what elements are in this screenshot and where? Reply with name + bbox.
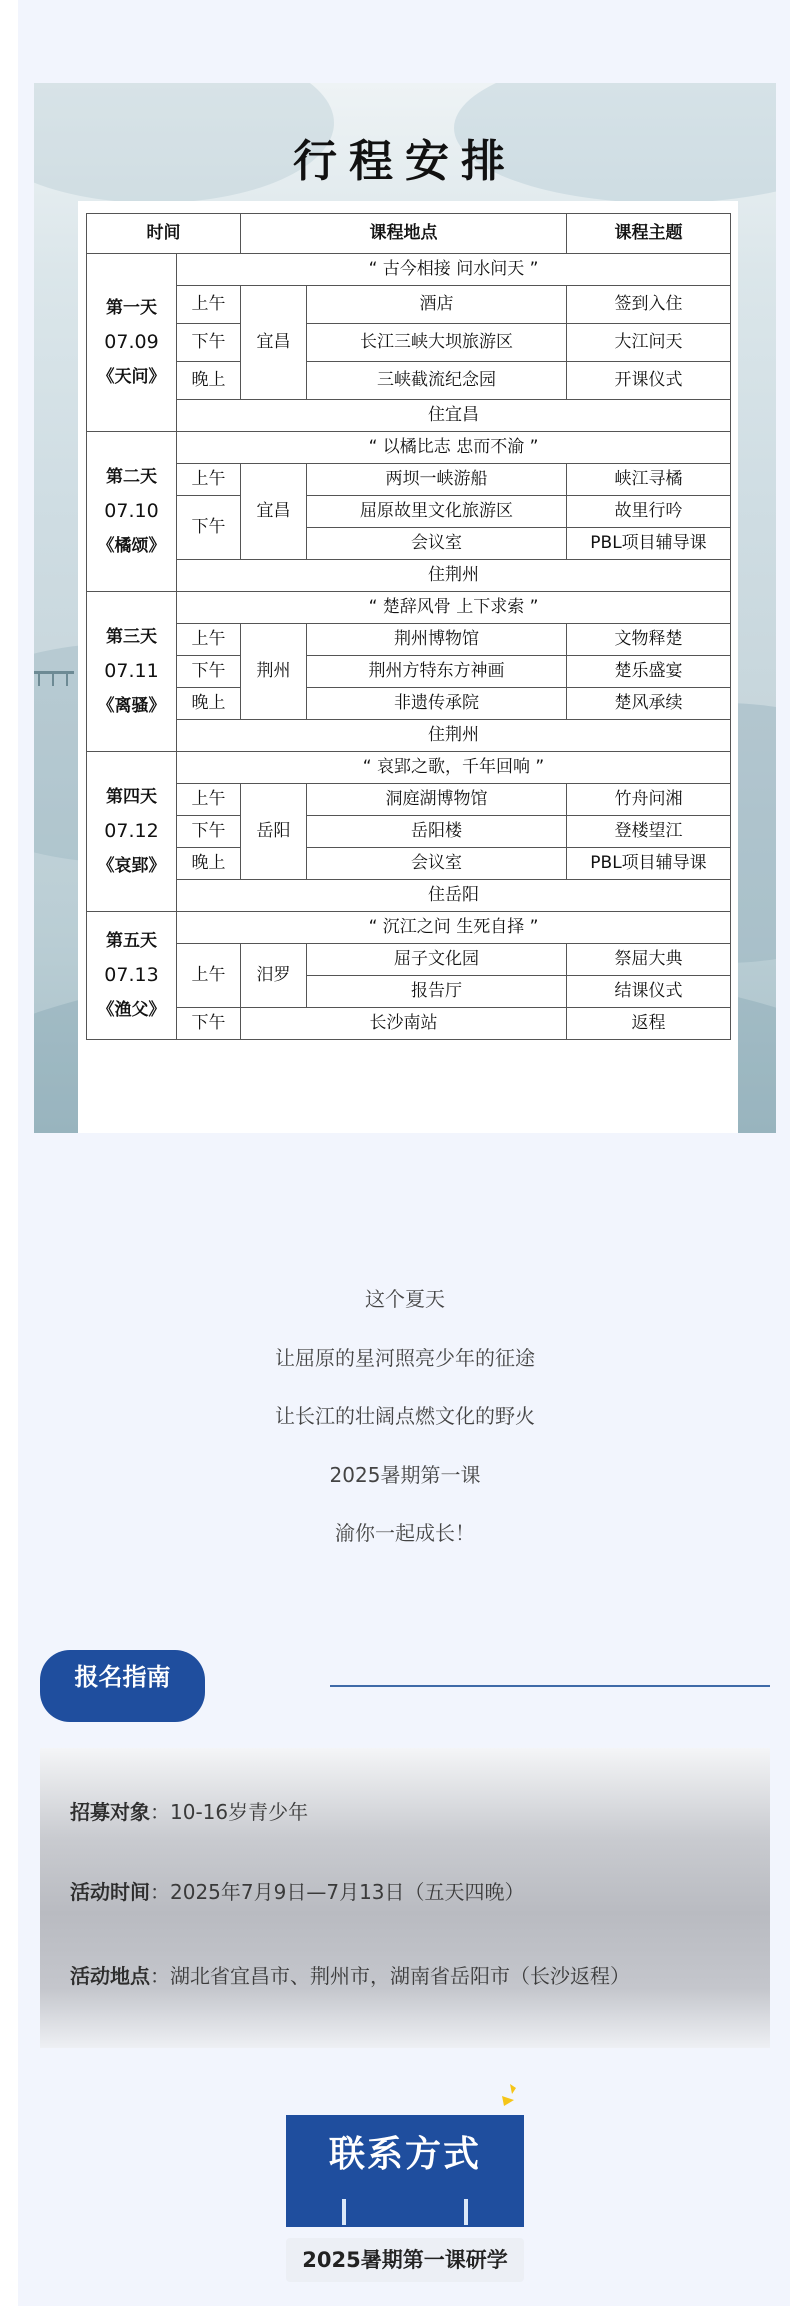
city-cell: 宜昌 <box>241 286 307 400</box>
schedule-table-wrapper <box>78 201 738 1133</box>
guide-badge <box>40 1650 205 1722</box>
pavilion-icon <box>34 669 78 689</box>
table-row <box>87 688 731 720</box>
guide-item-label: 活动地点 <box>70 1964 150 1988</box>
place-cell: 岳阳楼 <box>307 816 567 848</box>
time-cell: 上午 <box>177 784 241 816</box>
city-cell: 荆州 <box>241 624 307 720</box>
table-row <box>87 816 731 848</box>
guide-item-label: 活动时间 <box>70 1880 150 1904</box>
day-name: 《渔父》 <box>97 999 166 1020</box>
place-cell: 酒店 <box>307 286 567 324</box>
topic-cell: PBL项目辅导课 <box>567 528 731 560</box>
header-time: 时间 <box>87 214 241 254</box>
poem-line: 这个夏天 <box>365 1287 445 1311</box>
sparkle-icon <box>498 2082 518 2112</box>
table-header-row <box>87 214 731 254</box>
poem-line: 让屈原的星河照亮少年的征途 <box>275 1345 535 1370</box>
time-cell: 下午 <box>177 324 241 362</box>
schedule-title: 行程安排 <box>293 136 517 187</box>
topic-cell: 大江问天 <box>567 324 731 362</box>
day-date: 07.13 <box>104 964 159 987</box>
guide-item-value: 湖北省宜昌市、荆州市，湖南省岳阳市（长沙返程） <box>170 1964 630 1988</box>
day-name: 《橘颂》 <box>97 535 166 556</box>
guide-badge-label: 报名指南 <box>74 1663 171 1691</box>
topic-cell: 结课仪式 <box>567 976 731 1008</box>
contact-subtitle: 2025暑期第一课研学 <box>286 2238 524 2282</box>
topic-cell: 返程 <box>567 1008 731 1040</box>
table-row <box>87 432 731 464</box>
place-cell: 会议室 <box>307 848 567 880</box>
topic-cell: 文物释楚 <box>567 624 731 656</box>
city-cell: 宜昌 <box>241 464 307 560</box>
guide-item-target <box>70 1796 308 1825</box>
decor-stripe <box>464 2199 468 2225</box>
day-label: 第三天 <box>106 627 157 648</box>
day-label: 第五天 <box>106 931 157 952</box>
table-row <box>87 656 731 688</box>
place-cell: 非遗传承院 <box>307 688 567 720</box>
guide-item-time <box>70 1876 525 1905</box>
poem-line: 2025暑期第一课 <box>329 1462 481 1487</box>
day-theme: “ 以橘比志 忠而不渝 ” <box>177 432 731 464</box>
topic-cell: 楚乐盛宴 <box>567 656 731 688</box>
topic-cell: PBL项目辅导课 <box>567 848 731 880</box>
topic-cell: 登楼望江 <box>567 816 731 848</box>
time-cell: 下午 <box>177 816 241 848</box>
day-date: 07.12 <box>104 820 159 843</box>
topic-cell: 竹舟问湘 <box>567 784 731 816</box>
guide-item-location <box>70 1960 630 1989</box>
header-place: 课程地点 <box>241 214 567 254</box>
place-cell: 长江三峡大坝旅游区 <box>307 324 567 362</box>
table-row <box>87 496 731 528</box>
topic-cell: 故里行吟 <box>567 496 731 528</box>
topic-cell: 祭屈大典 <box>567 944 731 976</box>
time-cell: 晚上 <box>177 688 241 720</box>
day-date: 07.10 <box>104 500 159 523</box>
day-name: 《天问》 <box>97 366 166 387</box>
time-cell: 上午 <box>177 624 241 656</box>
guide-box <box>40 1748 770 2048</box>
stay-cell: 住荆州 <box>177 560 731 592</box>
time-cell: 上午 <box>177 944 241 1008</box>
poem-line: 渝你一起成长！ <box>335 1521 475 1545</box>
table-row <box>87 254 731 286</box>
day-cell <box>87 912 177 1040</box>
place-cell: 荆州方特东方神画 <box>307 656 567 688</box>
contact-title-box <box>286 2115 524 2227</box>
time-cell: 下午 <box>177 656 241 688</box>
stay-cell: 住岳阳 <box>177 880 731 912</box>
day-theme: “ 哀郢之歌，千年回响 ” <box>177 752 731 784</box>
table-row <box>87 752 731 784</box>
guide-item-value: 10-16岁青少年 <box>170 1800 309 1824</box>
table-row <box>87 286 731 324</box>
place-cell: 长沙南站 <box>241 1008 567 1040</box>
table-row <box>87 560 731 592</box>
table-row <box>87 362 731 400</box>
guide-item-value: 2025年7月9日—7月13日（五天四晚） <box>170 1880 525 1904</box>
guide-divider <box>330 1685 770 1687</box>
day-label: 第四天 <box>106 787 157 808</box>
day-date: 07.11 <box>104 660 159 683</box>
topic-cell: 开课仪式 <box>567 362 731 400</box>
schedule-table <box>86 213 731 1040</box>
city-cell: 岳阳 <box>241 784 307 880</box>
time-cell: 下午 <box>177 496 241 560</box>
day-label: 第一天 <box>106 298 157 319</box>
contact-title: 联系方式 <box>328 2134 481 2175</box>
guide-item-label: 招募对象 <box>70 1800 150 1824</box>
day-cell <box>87 254 177 432</box>
table-row <box>87 944 731 976</box>
time-cell: 上午 <box>177 286 241 324</box>
table-row <box>87 848 731 880</box>
day-cell <box>87 432 177 592</box>
day-cell <box>87 752 177 912</box>
table-row <box>87 624 731 656</box>
city-cell: 汨罗 <box>241 944 307 1008</box>
place-cell: 洞庭湖博物馆 <box>307 784 567 816</box>
day-name: 《离骚》 <box>97 695 166 716</box>
guide-item-sep: ： <box>150 1880 170 1904</box>
time-cell: 晚上 <box>177 362 241 400</box>
table-row <box>87 880 731 912</box>
table-row <box>87 912 731 944</box>
table-row <box>87 784 731 816</box>
table-row <box>87 400 731 432</box>
day-name: 《哀郢》 <box>97 855 166 876</box>
day-theme: “ 楚辞风骨 上下求索 ” <box>177 592 731 624</box>
table-row <box>87 1008 731 1040</box>
time-cell: 晚上 <box>177 848 241 880</box>
stay-cell: 住荆州 <box>177 720 731 752</box>
poem-line: 让长江的壮阔点燃文化的野火 <box>275 1404 535 1428</box>
guide-item-sep: ： <box>150 1800 170 1824</box>
header-topic: 课程主题 <box>567 214 731 254</box>
day-label: 第二天 <box>106 467 157 488</box>
stay-cell: 住宜昌 <box>177 400 731 432</box>
time-cell: 上午 <box>177 464 241 496</box>
topic-cell: 签到入住 <box>567 286 731 324</box>
place-cell: 报告厅 <box>307 976 567 1008</box>
schedule-card <box>34 83 776 1133</box>
table-row <box>87 720 731 752</box>
day-theme: “ 古今相接 问水问天 ” <box>177 254 731 286</box>
table-row <box>87 324 731 362</box>
place-cell: 屈原故里文化旅游区 <box>307 496 567 528</box>
place-cell: 屈子文化园 <box>307 944 567 976</box>
place-cell: 两坝一峡游船 <box>307 464 567 496</box>
table-row <box>87 592 731 624</box>
topic-cell: 峡江寻橘 <box>567 464 731 496</box>
day-date: 07.09 <box>104 331 159 354</box>
guide-item-sep: ： <box>150 1964 170 1988</box>
place-cell: 会议室 <box>307 528 567 560</box>
time-cell: 下午 <box>177 1008 241 1040</box>
place-cell: 荆州博物馆 <box>307 624 567 656</box>
place-cell: 三峡截流纪念园 <box>307 362 567 400</box>
poem-section <box>0 1270 810 1563</box>
day-theme: “ 沉江之问 生死自择 ” <box>177 912 731 944</box>
table-row <box>87 464 731 496</box>
day-cell <box>87 592 177 752</box>
decor-stripe <box>342 2199 346 2225</box>
topic-cell: 楚风承续 <box>567 688 731 720</box>
